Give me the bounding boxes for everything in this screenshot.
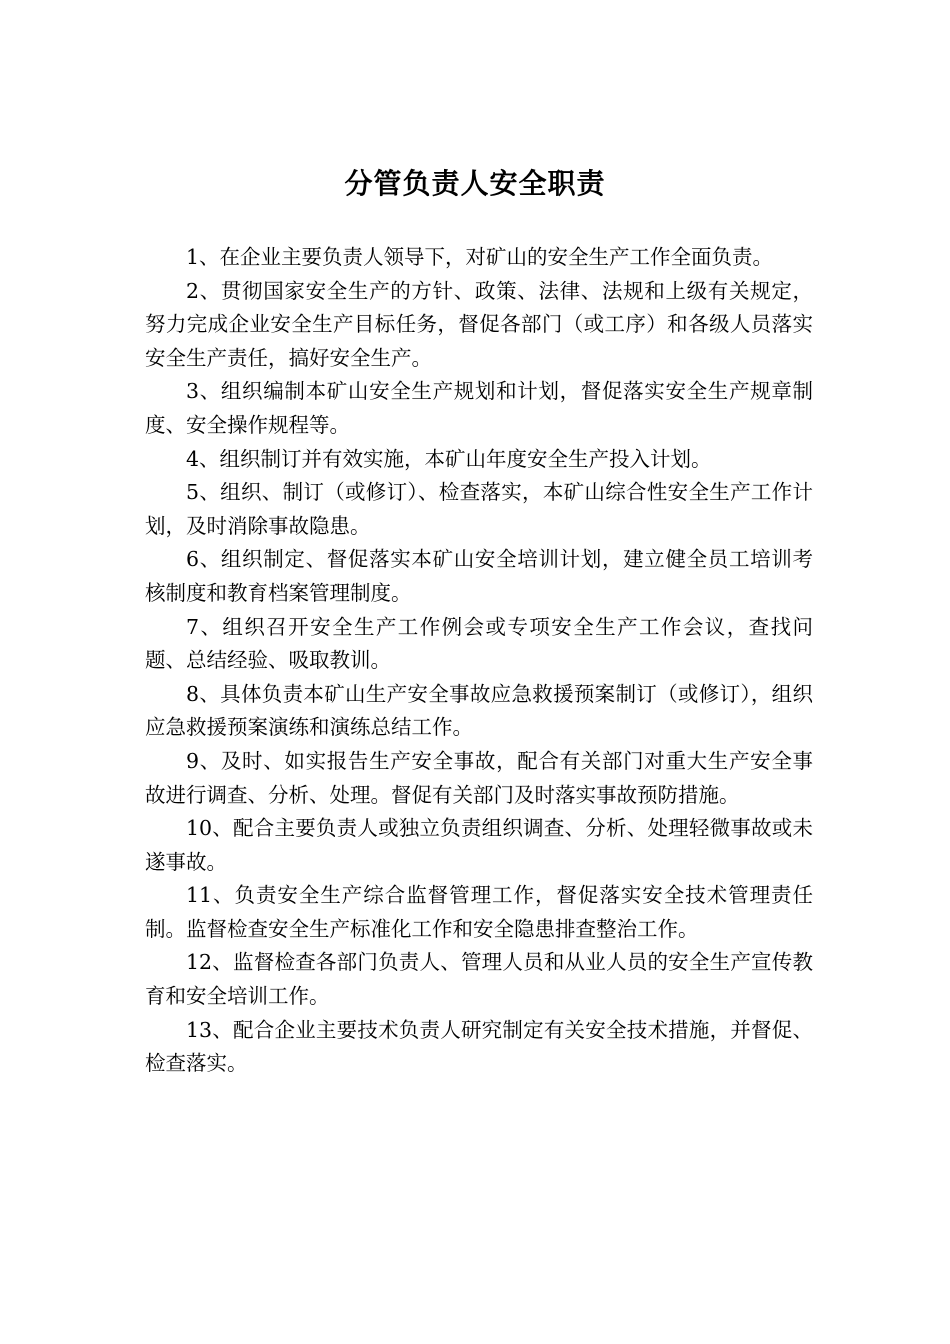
document-title: 分管负责人安全职责 bbox=[344, 167, 606, 200]
responsibility-item-5: 5、组织、制订（或修订）、检查落实，本矿山综合性安全生产工作计划，及时消除事故隐患。 bbox=[145, 480, 813, 538]
responsibility-item-6: 6、组织制定、督促落实本矿山安全培训计划，建立健全员工培训考核制度和教育档案管理制度。 bbox=[145, 547, 813, 605]
responsibility-item-11: 11、负责安全生产综合监督管理工作，督促落实安全技术管理责任制。监督检查安全生产标准化工作和安全隐患排查整治工作。 bbox=[145, 883, 813, 941]
responsibility-item-2: 2、贯彻国家安全生产的方针、政策、法律、法规和上级有关规定，努力完成企业安全生产目标任务，督促各部门（或工序）和各级人员落实安全生产责任，搞好安全生产。 bbox=[145, 278, 813, 370]
responsibility-item-10: 10、配合主要负责人或独立负责组织调查、分析、处理轻微事故或未遂事故。 bbox=[145, 816, 813, 874]
responsibility-item-1: 1、在企业主要负责人领导下，对矿山的安全生产工作全面负责。 bbox=[186, 245, 774, 269]
responsibility-item-9: 9、及时、如实报告生产安全事故，配合有关部门对重大生产安全事故进行调查、分析、处理。督促有关部门及时落实事故预防措施。 bbox=[145, 748, 813, 807]
responsibility-list bbox=[145, 241, 813, 1081]
responsibility-item-7: 7、组织召开安全生产工作例会或专项安全生产工作会议，查找问题、总结经验、吸取教训。 bbox=[145, 614, 813, 673]
responsibility-item-3: 3、组织编制本矿山安全生产规划和计划，督促落实安全生产规章制度、安全操作规程等。 bbox=[145, 379, 813, 437]
responsibility-item-13: 13、配合企业主要技术负责人研究制定有关安全技术措施，并督促、检查落实。 bbox=[145, 1017, 813, 1076]
responsibility-item-4: 4、组织制订并有效实施，本矿山年度安全生产投入计划。 bbox=[186, 446, 712, 471]
responsibility-item-12: 12、监督检查各部门负责人、管理人员和从业人员的安全生产宣传教育和安全培训工作。 bbox=[145, 950, 813, 1009]
responsibility-item-8: 8、具体负责本矿山生产安全事故应急救援预案制订（或修订），组织应急救援预案演练和演练总结工作。 bbox=[145, 681, 813, 740]
